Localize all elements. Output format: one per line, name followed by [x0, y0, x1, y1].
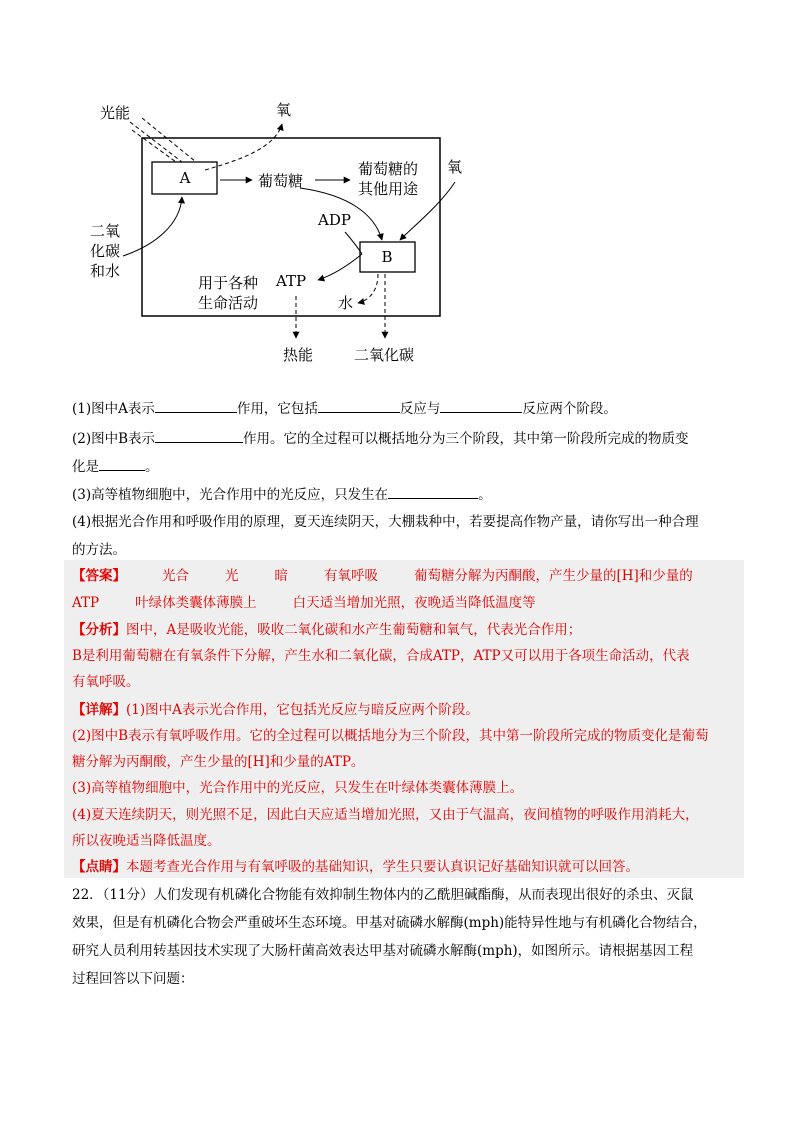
box-b-label: B [381, 248, 393, 266]
q4-text-b: 的方法。 [72, 542, 126, 558]
atp-use-line1: 用于各种 [198, 274, 259, 292]
q2-blank-2 [99, 456, 145, 471]
q22-line-1 [72, 885, 732, 905]
detail-text-5: (4)夏天连续阴天，则光照不足，因此白天应适当增加光照，又由于气温高，夜间植物的呼吸作用消耗大， [72, 807, 699, 823]
answer-tag: 【答案】 [72, 568, 126, 584]
light-energy-label: 光能 [100, 104, 131, 122]
q3-text-b: 。 [478, 487, 492, 503]
analysis-text-3: 有氧呼吸。 [72, 674, 140, 690]
question-2-cont [72, 456, 732, 477]
atp-label: ATP [276, 272, 307, 290]
comment-tag: 【点睛】 [72, 859, 126, 875]
q22-text-3: 研究人员利用转基因技术实现了大肠杆菌高效表达甲基对硫磷水解酶(mph)，如图所示。请根据基因工程 [72, 943, 694, 959]
question-4-cont [72, 540, 732, 560]
detail-tag: 【详解】 [72, 702, 126, 718]
answer-6: 叶绿体类囊体薄膜上 [135, 595, 257, 611]
box-a-label: A [179, 169, 191, 187]
light-ray-1 [130, 122, 182, 162]
co2-water-to-a-arrow [123, 197, 182, 256]
glucose-other-uses-line1: 葡萄糖的 [358, 160, 419, 178]
q1-text-d: 反应两个阶段。 [522, 401, 617, 417]
detail-line-2 [72, 726, 732, 746]
answer-2: 光 [225, 568, 239, 584]
detail-text-6: 所以夜晚适当降低温度。 [72, 833, 221, 849]
co2-water-line3: 和水 [90, 262, 121, 280]
analysis-line-1 [72, 620, 732, 640]
detail-line-1 [72, 700, 732, 720]
q2-text-a: (2)图中B表示 [72, 431, 156, 447]
q1-blank-1 [155, 398, 237, 413]
light-ray-2 [142, 118, 196, 162]
analysis-text-2: B是利用葡萄糖在有氧条件下分解，产生水和二氧化碳，合成ATP，ATP又可以用于各项生命活动，代表 [72, 648, 690, 664]
q3-text-a: (3)高等植物细胞中，光合作用中的光反应，只发生在 [72, 487, 389, 503]
atp-use-line2: 生命活动 [198, 294, 259, 312]
analysis-tag: 【分析】 [72, 622, 126, 638]
answer-3: 暗 [274, 568, 288, 584]
q22-text-1: 22．（11分）人们发现有机磷化合物能有效抑制生物体内的乙酰胆碱酯酶，从而表现出很好的杀虫、灭鼠 [72, 887, 694, 903]
analysis-line-3 [72, 672, 732, 692]
q1-text-b: 作用，它包括 [236, 401, 318, 417]
detail-line-6 [72, 831, 732, 851]
detail-text-3: 糖分解为丙酮酸，产生少量的[H]和少量的ATP。 [72, 754, 365, 770]
question-4 [72, 512, 732, 532]
q1-blank-2 [318, 398, 400, 413]
question-2 [72, 428, 732, 449]
q22-line-3 [72, 941, 732, 961]
analysis-text-1: 图中，A是吸收光能，吸收二氧化碳和水产生葡萄糖和氧气，代表光合作用； [126, 622, 582, 638]
co2-water-line1: 二氧 [90, 222, 121, 240]
respiration-photosynthesis-diagram [0, 0, 800, 380]
water-label: 水 [338, 294, 354, 312]
analysis-line-2 [72, 646, 732, 666]
comment-text: 本题考查光合作用与有氧呼吸的基础知识，学生只要认真识记好基础知识就可以回答。 [126, 859, 639, 875]
q22-text-2: 效果，但是有机磷化合物会严重破坏生态环境。甲基对硫磷水解酶(mph)能特异性地与有机磷化合物结合， [72, 915, 707, 931]
b-to-atp-arrow [318, 254, 362, 280]
detail-text-4: (3)高等植物细胞中，光合作用中的光反应，只发生在叶绿体类囊体薄膜上。 [72, 780, 524, 796]
light-ray-3 [132, 130, 176, 162]
answer-1: 光合 [162, 568, 189, 584]
q1-blank-3 [440, 398, 522, 413]
q22-line-2 [72, 913, 732, 933]
q2-text-b: 作用。它的全过程可以概括地分为三个阶段，其中第一阶段所完成的物质变 [243, 431, 689, 447]
adp-label: ADP [318, 211, 351, 229]
answer-4: 有氧呼吸 [324, 568, 378, 584]
answer-line-1 [72, 566, 732, 586]
answer-5: 葡萄糖分解为丙酮酸，产生少量的[H]和少量的 [414, 568, 693, 584]
q4-text-a: (4)根据光合作用和呼吸作用的原理，夏天连续阴天，大棚栽种中，若要提高作物产量，请你写出一种合理 [72, 514, 699, 530]
heat-label: 热能 [283, 346, 314, 364]
oxygen-in-label: 氧 [447, 158, 463, 176]
answer-5-cont: ATP [72, 595, 100, 611]
detail-line-4 [72, 778, 732, 798]
detail-text-1: (1)图中A表示光合作用，它包括光反应与暗反应两个阶段。 [126, 702, 479, 718]
q1-text-a: (1)图中A表示 [72, 401, 155, 417]
q2-blank-1 [155, 428, 243, 443]
q22-text-4: 过程回答以下问题： [72, 971, 194, 987]
detail-line-3 [72, 752, 732, 772]
comment-line [72, 857, 732, 877]
question-3 [72, 484, 732, 505]
glucose-label: 葡萄糖 [258, 172, 304, 190]
answer-line-2 [72, 593, 732, 613]
co2-water-line2: 化碳 [90, 242, 121, 260]
co2-out-label: 二氧化碳 [354, 346, 415, 364]
detail-line-5 [72, 805, 732, 825]
question-1 [72, 398, 732, 419]
q22-line-4 [72, 969, 732, 989]
glucose-other-uses-line2: 其他用途 [358, 180, 419, 198]
answer-7: 白天适当增加光照，夜晚适当降低温度等 [292, 595, 536, 611]
b-to-water-arrow [358, 274, 378, 303]
oxygen-out-label: 氧 [276, 101, 292, 119]
q2-text-c: 化是 [72, 459, 99, 475]
detail-text-2: (2)图中B表示有氧呼吸作用。它的全过程可以概括地分为三个阶段，其中第一阶段所完成的物质变化是葡萄 [72, 728, 709, 744]
q3-blank-1 [388, 484, 478, 499]
q2-text-d: 。 [145, 459, 159, 475]
q1-text-c: 反应与 [399, 401, 441, 417]
